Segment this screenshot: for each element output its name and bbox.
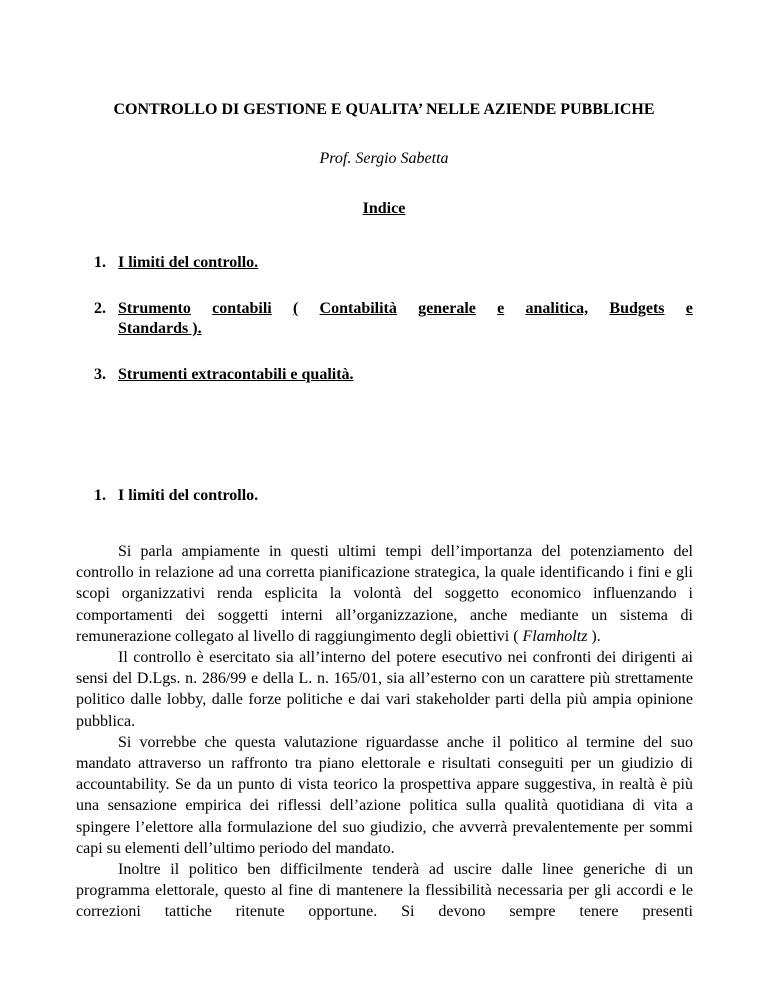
paragraph: Il controllo è esercitato sia all’interno del potere esecutivo nei confronti dei dirigenti ai sensi del D.Lgs. n. 286/99 e della L. n. 165/01, sia all’esterno con un carattere più strettamente politico dalle lobby, dalle forze politiche e dai vari stakeholder parti della più ampia opinione pubblica. xyxy=(76,649,693,730)
toc-item-number: 1. xyxy=(94,254,106,271)
toc-item-number: 2. xyxy=(94,300,106,317)
toc-item-link[interactable]: Strumenti extracontabili e qualità. xyxy=(118,366,354,383)
toc-word: Strumento xyxy=(118,300,191,317)
toc-word: analitica, xyxy=(525,300,589,317)
toc-item-link-line1[interactable] xyxy=(118,300,693,318)
toc-word: generale xyxy=(418,300,476,317)
section-number: 1. xyxy=(94,487,106,504)
author-name: Prof. Sergio Sabetta xyxy=(319,150,449,167)
cited-author: Flamholtz xyxy=(522,627,588,645)
toc-item-number: 3. xyxy=(94,366,106,383)
paragraph: Si vorrebbe che questa valutazione riguardasse anche il politico al termine del suo mandato attraverso un raffronto tra piano elettorale e risultati conseguiti per un giudizio di accountability. Se da un punto di vista teorico la prospettiva appare suggestiva, in realtà è più una sensazione empirica dei riflessi dell’azione politica sulla qualità quotidiana di vita a spingere l’elettore alla formulazione del suo giudizio, che avverrà prevalentemente per sommi capi su elementi dell’ultimo periodo del mandato. xyxy=(76,733,693,857)
toc-word: e xyxy=(497,300,505,317)
paragraph: Inoltre il politico ben difficilmente tenderà ad uscire dalle linee generiche di un programma elettorale, questo al fine di mantenere la flessibilità necessaria per gli accordi e le correzioni tattiche ritenute opportune. Si devono sempre tenere presenti xyxy=(76,861,693,921)
section-title: I limiti del controllo. xyxy=(118,487,259,504)
toc-item-link[interactable]: I limiti del controllo. xyxy=(118,254,259,271)
body-text xyxy=(76,541,693,923)
toc-word: ( xyxy=(292,300,299,317)
toc-word: Budgets xyxy=(609,300,665,317)
toc-word: e xyxy=(685,300,693,317)
document-title: CONTROLLO DI GESTIONE E QUALITA’ NELLE AZIENDE PUBBLICHE xyxy=(113,101,655,118)
toc-word: Contabilità xyxy=(319,300,397,317)
toc-item-link-line2[interactable]: Standards ). xyxy=(118,320,202,337)
index-heading: Indice xyxy=(362,200,406,217)
toc-word: contabili xyxy=(212,300,272,317)
paragraph: Si parla ampiamente in questi ultimi tempi dell’importanza del potenziamento del controllo in relazione ad una corretta pianificazione strategica, la quale identificando i fini e gli scopi organizzativi renda esplicita la volontà del soggetto economico influenzando i comportamenti dei soggetti interni all’organizzazione, anche mediante un sistema di remunerazione collegato al livello di raggiungimento degli obiettivi ( Flamholtz ). xyxy=(76,543,693,645)
